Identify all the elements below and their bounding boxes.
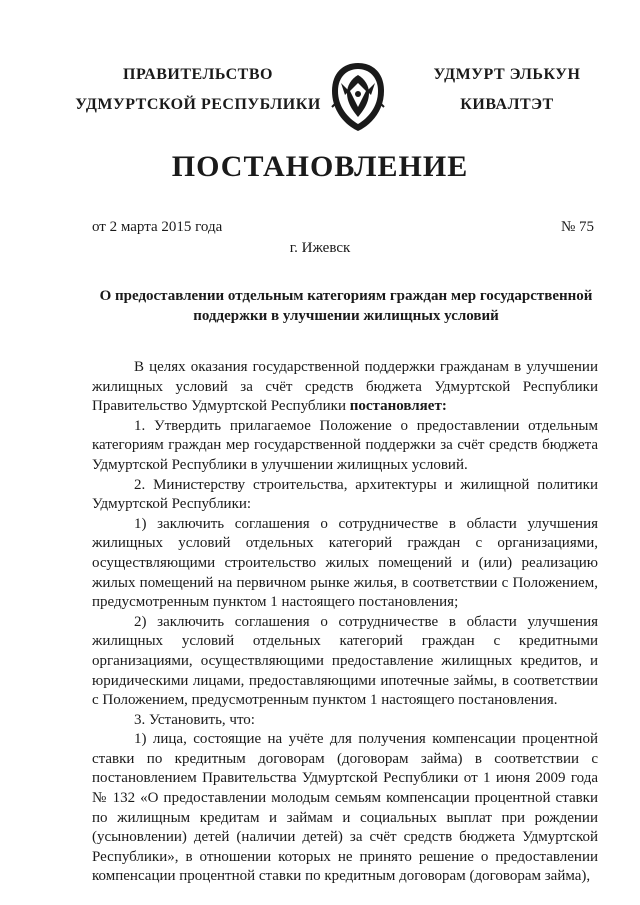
- paragraph-2-1: 1) заключить соглашения о сотрудничестве в области улучшения жилищных условий отдельных категорий граждан с организациями, осуществляющими строительство жилых помещений и (или) реализацию жилых помещений на первичном рынке жилья, в соответствии с Положением, предусмотренным пунктом 1 настоящего постановления;: [92, 515, 598, 611]
- org-right-line2: КИВАЛТЭТ: [460, 96, 554, 113]
- intro-text: В целях оказания государственной поддержки гражданам в улучшении жилищных условий за счёт средств бюджета Удмуртской Республики Правительство Удмуртской Республики: [92, 359, 598, 415]
- paragraph-2-2: 2) заключить соглашения о сотрудничестве в области улучшения жилищных условий отдельных категорий граждан с кредитными организациями, осуществляющими предоставление жилищных кредитов, и юридическими лицами, предоставляющими ипотечные займы, в соответствии с Положением, предусмотренным пунктом 1 настоящего постановления.: [92, 613, 598, 709]
- paragraph-2: 2. Министерству строительства, архитектуры и жилищной политики Удмуртской Республики:: [92, 476, 598, 513]
- document-body: [92, 358, 598, 887]
- org-left-line2: УДМУРТСКОЙ РЕСПУБЛИКИ: [75, 96, 321, 113]
- paragraph-1: 1. Утвердить прилагаемое Положение о предоставлении отдельным категориям граждан мер государственной поддержки за счёт средств бюджета Удмуртской Республики в улучшении жилищных условий.: [92, 417, 598, 473]
- document-title: ПОСТАНОВЛЕНИЕ: [171, 150, 469, 183]
- document-city: г. Ижевск: [289, 240, 351, 256]
- document-subject: [92, 286, 600, 326]
- intro-bold-text: постановляет:: [349, 398, 447, 415]
- organization-name-udmurt: [416, 60, 598, 120]
- org-right-line1: УДМУРТ ЭЛЬКУН: [433, 66, 581, 83]
- organization-name-russian: [68, 60, 328, 120]
- org-left-line1: ПРАВИТЕЛЬСТВО: [123, 66, 273, 83]
- paragraph-intro: [92, 358, 598, 417]
- paragraph-3: 3. Установить, что:: [134, 711, 255, 728]
- document-number: № 75: [560, 219, 594, 235]
- subject-line2: поддержки в улучшении жилищных условий: [193, 308, 499, 324]
- paragraph-3-1: 1) лица, состоящие на учёте для получения компенсации процентной ставки по кредитным договорам (договорам займа) в соответствии с постановлением Правительства Удмуртской Республики от 1 июня 2009 года № 132 «О предоставлении молодым семьям компенсации процентной ставки по жилищным кредитам и займам и социальных выплат при рождении (усыновлении) детей (наличии детей) за счёт средств бюджета Удмуртской Республики», в отношении которых не принято решение о предоставлении компенсации процентной ставки по кредитным договорам (договорам займа),: [92, 731, 598, 885]
- document-date: от 2 марта 2015 года: [92, 219, 223, 235]
- udmurt-coat-of-arms-icon: [329, 61, 387, 133]
- subject-line1: О предоставлении отдельным категориям граждан мер государственной: [99, 288, 593, 304]
